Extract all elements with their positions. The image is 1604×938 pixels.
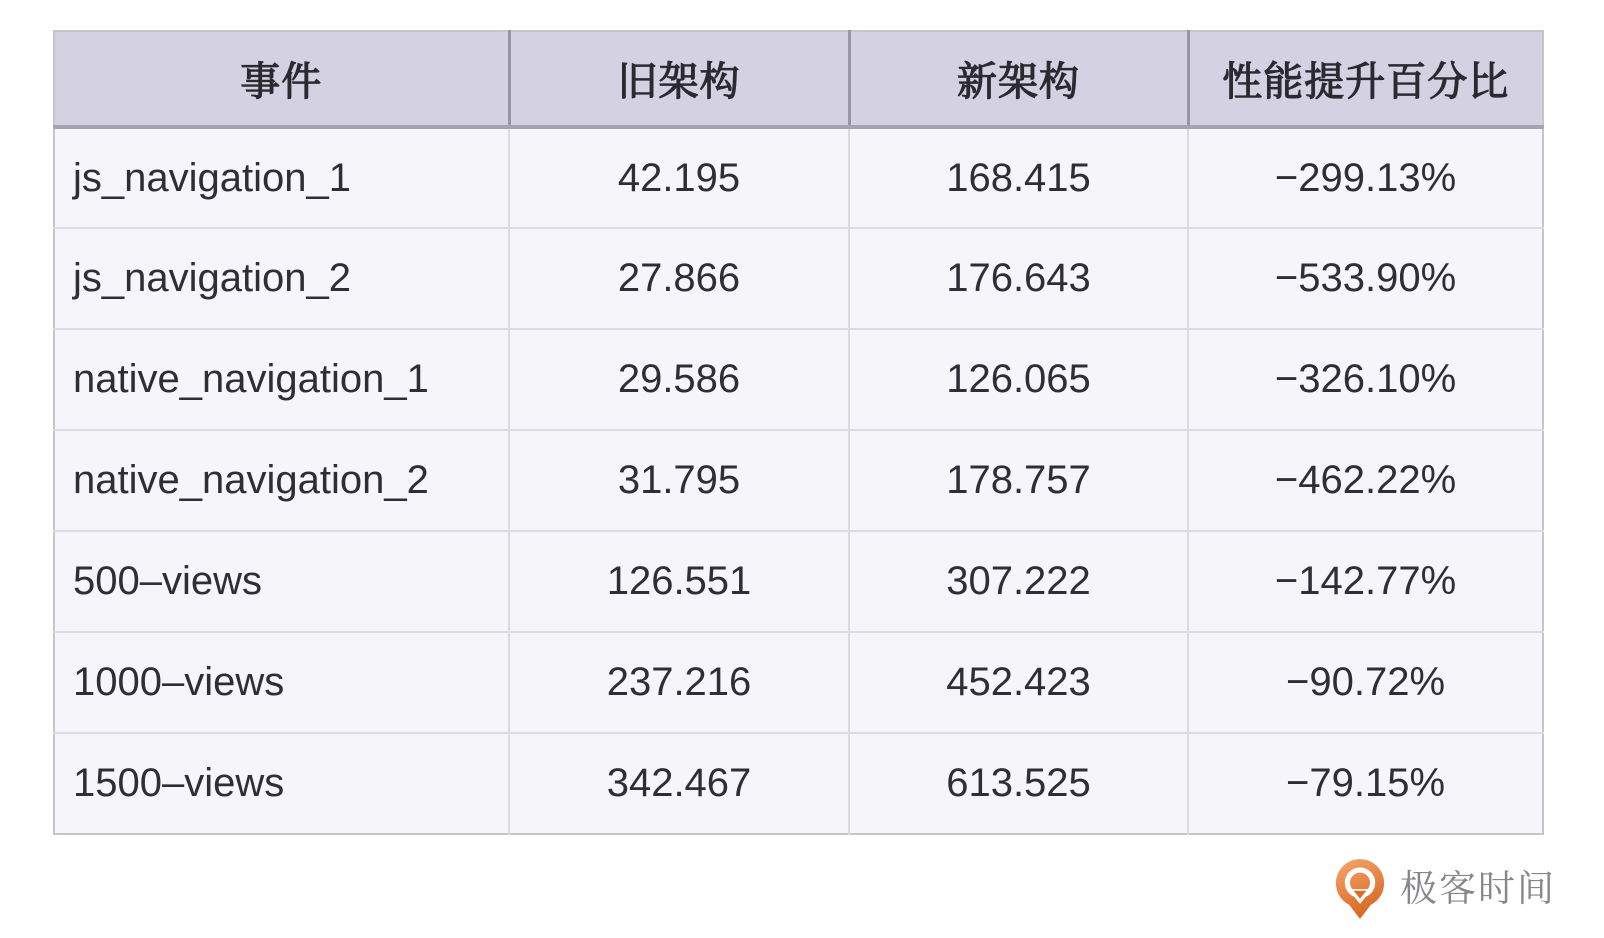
cell-new-arch: 178.757 (849, 430, 1188, 531)
cell-improvement: −142.77% (1188, 531, 1543, 632)
geektime-watermark (1332, 858, 1556, 920)
cell-old-arch: 237.216 (509, 632, 849, 733)
cell-improvement: −90.72% (1188, 632, 1543, 733)
cell-old-arch: 31.795 (509, 430, 849, 531)
cell-new-arch: 168.415 (849, 127, 1188, 228)
cell-event: 1000–views (54, 632, 509, 733)
cell-new-arch: 307.222 (849, 531, 1188, 632)
table-row (54, 430, 1543, 531)
cell-event: js_navigation_2 (54, 228, 509, 329)
cell-new-arch: 126.065 (849, 329, 1188, 430)
table-row (54, 632, 1543, 733)
cell-old-arch: 342.467 (509, 733, 849, 834)
cell-new-arch: 613.525 (849, 733, 1188, 834)
cell-event: 1500–views (54, 733, 509, 834)
table-row (54, 531, 1543, 632)
cell-event: native_navigation_1 (54, 329, 509, 430)
cell-old-arch: 29.586 (509, 329, 849, 430)
cell-improvement: −533.90% (1188, 228, 1543, 329)
brand-name-label: 极客时间 (1400, 868, 1556, 909)
column-header-event: 事件 (54, 31, 509, 127)
performance-comparison-table (53, 30, 1544, 835)
cell-new-arch: 176.643 (849, 228, 1188, 329)
table-row (54, 329, 1543, 430)
cell-old-arch: 27.866 (509, 228, 849, 329)
table-header-row (54, 31, 1543, 127)
table-row (54, 733, 1543, 834)
cell-old-arch: 126.551 (509, 531, 849, 632)
cell-improvement: −462.22% (1188, 430, 1543, 531)
cell-old-arch: 42.195 (509, 127, 849, 228)
cell-improvement: −299.13% (1188, 127, 1543, 228)
table-row (54, 127, 1543, 228)
cell-event: js_navigation_1 (54, 127, 509, 228)
cell-improvement: −326.10% (1188, 329, 1543, 430)
column-header-old-arch: 旧架构 (509, 31, 849, 127)
geektime-pin-icon (1332, 858, 1388, 920)
cell-improvement: −79.15% (1188, 733, 1543, 834)
cell-event: 500–views (54, 531, 509, 632)
table-row (54, 228, 1543, 329)
cell-new-arch: 452.423 (849, 632, 1188, 733)
column-header-new-arch: 新架构 (849, 31, 1188, 127)
cell-event: native_navigation_2 (54, 430, 509, 531)
column-header-improvement: 性能提升百分比 (1188, 31, 1543, 127)
